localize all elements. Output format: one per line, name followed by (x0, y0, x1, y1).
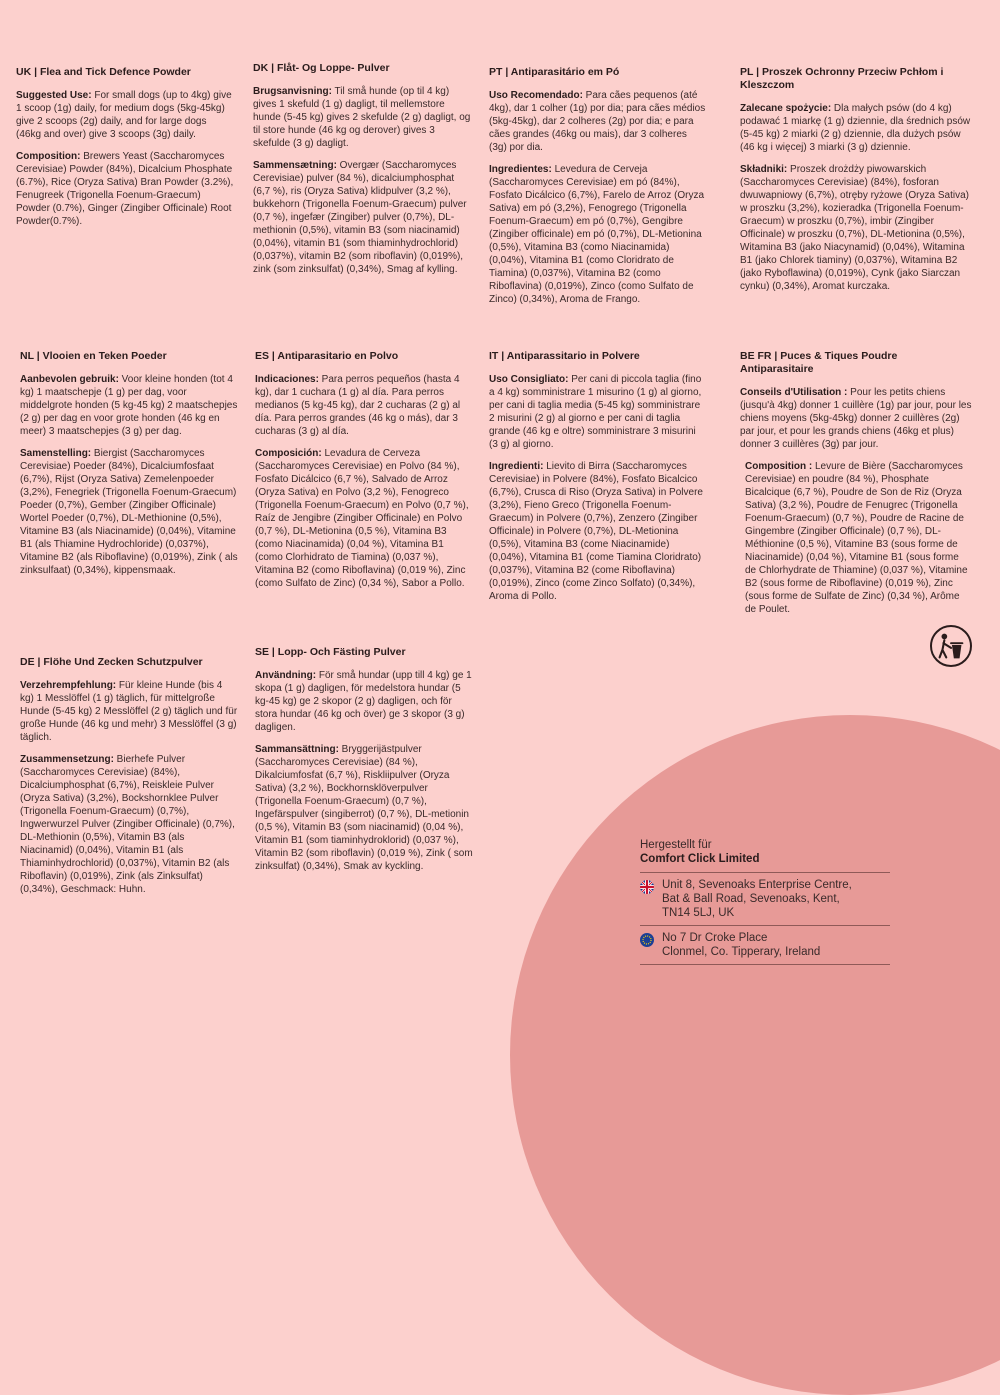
composition-label: Sammansättning: (255, 744, 339, 755)
section-heading: DK | Flåt- Og Loppe- Pulver (253, 62, 390, 74)
composition-text: Biergist (Saccharomyces Cerevisiae) Poeder (84%), Dicalciumfosfaat (6,7%), Rijst (Oryza Sativa) Zemelenpoeder (3,2%), Fenegriek (Trigonella Foenum-Graecum) Poeder (0,7%), Gember (Zingiber Officinale) Wortel Poeder (0,7%), DL-Methionine (0,5%), Vitamine B3 (als Niacinamide) (0,04%), Vitamine B1 (als Thiamine Hydrochloride) (0,037%), Vitamine B2 (als Riboflavine) (0,019%), Zink ( als zinksulfaat) (0,34%), kippensmaak. (20, 448, 238, 576)
address-ie (640, 926, 890, 965)
usage-label: Suggested Use: (16, 90, 92, 101)
section-es (255, 350, 473, 599)
address-text (662, 931, 820, 959)
composition-label: Composition : (745, 461, 813, 472)
composition-paragraph (740, 163, 972, 293)
usage-label: Användning: (255, 670, 317, 681)
usage-text: Til små hunde (op til 4 kg) gives 1 skefuld (1 g) dagligt, til mellemstore hunde (5-45 kg) gives 2 skefulde (2 g) dagligt, og til store hunde (46 kg og derover) gives 3 skefulde (3 g) dagligt. (253, 86, 471, 149)
composition-label: Składniki: (740, 164, 788, 175)
composition-paragraph (20, 447, 238, 577)
address-line: Clonmel, Co. Tipperary, Ireland (662, 946, 821, 958)
section-heading: DE | Flöhe Und Zecken Schutzpulver (20, 656, 203, 668)
usage-paragraph (255, 373, 473, 438)
composition-text: Overgær (Saccharomyces Cerevisiae) pulver (84 %), dicalciumphosphat (6,7 %), ris (Oryza Sativa) klidpulver (3,2 %), bukkehorn (Trigonella Foenum-Graecum) pulver (0,7 %), ingefær (Zingiber) pulver (0,7%), DL-methionin (0,5%), vitamin B3 (som niacinamid) (0,04%), vitamin B1 (som thiaminhydrochlorid) (0,037%), vitamin B2 (som riboflavin) (0,019%), zink (som zinksulfat) (0,34%), Smag af kylling. (253, 160, 467, 275)
address-line: TN14 5LJ, UK (662, 907, 735, 919)
address-line: Unit 8, Sevenoaks Enterprise Centre, (662, 879, 852, 891)
section-se (255, 646, 473, 882)
section-dk (253, 62, 471, 285)
composition-text: Levedura de Cerveja (Saccharomyces Cerevisiae) em pó (84%), Fosfato Dicálcico (6,7%), Farelo de Arroz (Oryza Sativa) em pó (3,2%), Fenogrego (Trigonella Foenum-Graecum) em pó (0,7%), Gengibre (Zingiber officinale) em pó (0,7%), DL-Metionina (0,5%), Vitamina B3 (como Niacinamida) (0,04%), Vitamina B1 (como Cloridrato de Tiamina) (0,037%), Vitamina B2 (como Riboflavina) (0,019%), Zinco (como Sulfato de Zinco) (0,34%), Aroma de Frango. (489, 164, 705, 305)
manufacturer-info (640, 838, 890, 965)
composition-label: Ingredienti: (489, 461, 544, 472)
usage-label: Zalecane spożycie: (740, 103, 832, 114)
usage-label: Conseils d'Utilisation : (740, 387, 848, 398)
section-pl (740, 66, 972, 302)
usage-paragraph (255, 669, 473, 734)
usage-text: Voor kleine honden (tot 4 kg) 1 maatschepje (1 g) per dag, voor middelgrote honden (5 kg-45 kg) 2 maatschepjes (2 g) per dag en voor grote honden (46 kg en meer) 3 maatschepjes (3 g) per dag. (20, 374, 238, 437)
section-nl (20, 350, 238, 586)
usage-text: Per cani di piccola taglia (fino a 4 kg) somministrare 1 misurino (1 g) al giorno, per cani di taglia media (5-45 kg) somministrare 2 misurini (2 g) al giorno e per cani di taglia grande (46 kg e oltre) somministrare 3 misurini (3 g) al giorno. (489, 374, 702, 450)
uk-flag-icon (640, 880, 654, 894)
composition-paragraph (255, 447, 473, 590)
section-heading: PT | Antiparasitário em Pó (489, 66, 620, 78)
section-heading: NL | Vlooien en Teken Poeder (20, 350, 167, 362)
usage-text: Para perros pequeños (hasta 4 kg), dar 1 cuchara (1 g) al día. Para perros medianos (5 kg-45 kg), dar 2 cucharas (2 g) al día. Para perros grandes (46 kg o más), dar 3 cucharas (3 g) al día. (255, 374, 461, 437)
section-heading: SE | Lopp- Och Fästing Pulver (255, 646, 406, 658)
usage-text: For small dogs (up to 4kg) give 1 scoop (1g) daily, for medium dogs (5kg-45kg) give 2 scoops (2g) daily, and for large dogs (46kg and over) give 3 scoops (3g) daily. (16, 90, 232, 140)
decorative-circle (510, 715, 1000, 1395)
usage-text: Für kleine Hunde (bis 4 kg) 1 Messlöffel (1 g) täglich, für mittelgroße Hunde (5-45 kg) 2 Messlöffel (2 g) täglich und für große Hunde (46 kg und mehr) 3 Messlöffel (3 g) täglich. (20, 680, 238, 743)
usage-paragraph (740, 386, 972, 451)
usage-label: Brugsanvisning: (253, 86, 332, 97)
composition-label: Composición: (255, 448, 322, 459)
composition-text: Brewers Yeast (Saccharomyces Cerevisiae) Powder (84%), Dicalcium Phosphate (6.7%), Rice (Oryza Sativa) Bran Powder (3.2%), Fenugreek (Trigonella Foenum-Graecum) Powder (0.7%), Ginger (Zingiber Officinale) Root Powder(0.7%). (16, 151, 234, 227)
section-uk (16, 66, 234, 237)
usage-label: Uso Recomendado: (489, 90, 583, 101)
usage-text: Dla małych psów (do 4 kg) podawać 1 miarkę (1 g) dziennie, dla średnich psów (5-45 kg) 2 miarki (2 g) dziennie, dla dużych psów (46 kg i więcej) 3 miarki (3 g) dziennie. (740, 103, 971, 153)
address-line: No 7 Dr Croke Place (662, 932, 768, 944)
address-text (662, 878, 852, 920)
usage-paragraph (740, 102, 972, 154)
section-it (489, 350, 707, 612)
usage-label: Uso Consigliato: (489, 374, 569, 385)
section-de (20, 656, 238, 905)
composition-label: Sammensætning: (253, 160, 337, 171)
composition-text: Bryggerijästpulver (Saccharomyces Cerevisiae) (84 %), Dikalciumfosfat (6,7 %), Riskliipulver (Oryza Sativa) (3,2 %), Bockhornsklöverpulver (Trigonella Foenum-Graecum) (0,7 %), Ingefärspulver (singiberrot) (0,7 %), DL-metionin (0,5 %), Vitamin B3 (som niacinamid) (0,04 %), Vitamin B1 (som tiaminhydroklorid) (0,037 %), Vitamin B2 (som riboflavin) (0,019 %), Zink ( som zinksulfat) (0,34%), Smak av kyckling. (255, 744, 473, 872)
composition-paragraph (253, 159, 471, 276)
composition-paragraph (489, 163, 707, 306)
usage-paragraph (20, 679, 238, 744)
usage-text: Pour les petits chiens (jusqu'à 4kg) donner 1 cuillère (1g) par jour, pour les chiens moyens (5kg-45kg) donner 2 cuillères (2g) par jour, et pour les grands chiens (46kg et plus) donner 3 cuillères (3g) par jour. (740, 387, 972, 450)
usage-label: Aanbevolen gebruik: (20, 374, 119, 385)
made-for-label: Hergestellt für (640, 839, 712, 851)
address-line: Bat & Ball Road, Sevenoaks, Kent, (662, 893, 840, 905)
usage-paragraph (489, 89, 707, 154)
section-be-fr (740, 350, 972, 625)
usage-label: Verzehrempfehlung: (20, 680, 117, 691)
section-heading: ES | Antiparasitario en Polvo (255, 350, 399, 362)
usage-paragraph (253, 85, 471, 150)
usage-paragraph (489, 373, 707, 451)
composition-paragraph (740, 460, 972, 616)
composition-label: Samenstelling: (20, 448, 92, 459)
eu-flag-icon (640, 933, 654, 947)
usage-text: Para cães pequenos (até 4kg), dar 1 colher (1g) por dia; para cães médios (5kg-45kg), dar 2 colheres (2g) por dia; e para cães grandes (46kg ou mais), dar 3 colheres (3g) por dia. (489, 90, 706, 153)
usage-paragraph (16, 89, 234, 141)
usage-label: Indicaciones: (255, 374, 319, 385)
tidyman-recycle-icon (930, 625, 972, 667)
section-heading: BE FR | Puces & Tiques Poudre Antiparasitaire (740, 350, 898, 375)
composition-label: Composition: (16, 151, 81, 162)
composition-paragraph (255, 743, 473, 873)
section-heading: UK | Flea and Tick Defence Powder (16, 66, 191, 78)
composition-paragraph (16, 150, 234, 228)
usage-text: För små hundar (upp till 4 kg) ge 1 skopa (1 g) dagligen, för medelstora hundar (5 kg-45 kg) ge 2 skopor (2 g) dagligen, och för stora hundar (46 kg och över) ge 3 skopor (3 g) dagligen. (255, 670, 472, 733)
address-uk (640, 873, 890, 926)
usage-paragraph (20, 373, 238, 438)
composition-text: Proszek drożdży piwowarskich (Saccharomyces Cerevisiae) (84%), fosforan dwuwapniowy (6,7%), otręby ryżowe (Oryza Sativa) w proszku (3,2%), kozieradka (Trigonella Foenum-Graecum) w proszku (0,7%), imbir (Zingiber Officinale) w proszku (0,7%), DL-Metionina (0,5%), Witamina B3 (jako Niacynamid) (0,04%), Witamina B1 (jako Chlorek tiaminy) (0,037%), Witamina B2 (jako Ryboflawina) (0,019%), Cynk (jako Siarczan cynku) (0,34%), Aromat kurczaka. (740, 164, 969, 292)
composition-paragraph (20, 753, 238, 896)
company-name: Comfort Click Limited (640, 852, 890, 873)
composition-label: Ingredientes: (489, 164, 552, 175)
composition-label: Zusammensetzung: (20, 754, 114, 765)
composition-text: Lievito di Birra (Saccharomyces Cerevisiae) in Polvere (84%), Fosfato Bicalcico (6,7%), Crusca di Riso (Oryza Sativa) in Polvere (3,2%), Fieno Greco (Trigonella Foenum-Graecum) in Polvere (0,7%), Zenzero (Zingiber Officinale) in Polvere (0,7%), DL-Metionina (0,5%), Vitamina B3 (come Niacinamide) (0,04%), Vitamina B1 (come Tiamina Cloridrato) (0,037%), Vitamina B2 (come Riboflavina) (0,019%), Zinco (come Zinco Solfato) (0,34%), Aroma di Pollo. (489, 461, 703, 602)
composition-text: Levadura de Cerveza (Saccharomyces Cerevisiae) en Polvo (84 %), Fosfato Dicálcico (6,7 %), Salvado de Arroz (Oryza Sativa) en Polvo (3,2 %), Fenogreco (Trigonella Foenum-Graecum) en Polvo (0,7 %), Raíz de Jengibre (Zingiber Officinale) en Polvo (0,7 %), DL-Metionina (0,5 %), Vitamina B3 (como Niacinamida) (0,04 %), Vitamina B1 (como Clorhidrato de Tiamina) (0,037 %), Vitamina B2 (como Riboflavina) (0,019 %), Zinc (como Sulfato de Zinc) (0,34 %), Sabor a Pollo. (255, 448, 469, 589)
composition-paragraph (489, 460, 707, 603)
composition-text: Levure de Bière (Saccharomyces Cerevisiae) en poudre (84 %), Phosphate Bicalcique (6,7 %), Poudre de Son de Riz (Oryza Sativa) (3,2 %), Poudre de Fenugrec (Trigonella Foenum-Graecum) (0,7 %), Poudre de Racine de Gingembre (Zingiber Officinale) (0,7 %), DL-Méthionine (0,5 %), Vitamine B3 (sous forme de Niacinamide) (0,04 %), Vitamine B1 (sous forme de Chlorhydrate de Thiamine) (0,037 %), Vitamine B2 (sous forme de Riboflavine) (0,019 %), Zinc (sous forme de Sulfate de Zinc) (0,34 %), Arôme de Poulet. (745, 461, 968, 615)
section-pt (489, 66, 707, 315)
section-heading: PL | Proszek Ochronny Przeciw Pchłom i Kleszczom (740, 66, 944, 91)
section-heading: IT | Antiparassitario in Polvere (489, 350, 640, 362)
composition-text: Bierhefe Pulver (Saccharomyces Cerevisiae) (84%), Dicalciumphosphat (6,7%), Reiskleie Pulver (Oryza Sativa) (3,2%), Bockshornklee Pulver (Trigonella Foenum-Graecum) (0,7%), Ingwerwurzel Pulver (Zingiber Officinale) (0,7%), DL-Methionin (0,5%), Vitamin B3 (als Niacinamid) (0,04%), Vitamin B1 (als Thiaminhydrochlorid) (0,037%), Vitamin B2 (als Riboflavin) (0,019%), Zink (als Zinksulfat) (0,34%), Geschmack: Huhn. (20, 754, 235, 895)
